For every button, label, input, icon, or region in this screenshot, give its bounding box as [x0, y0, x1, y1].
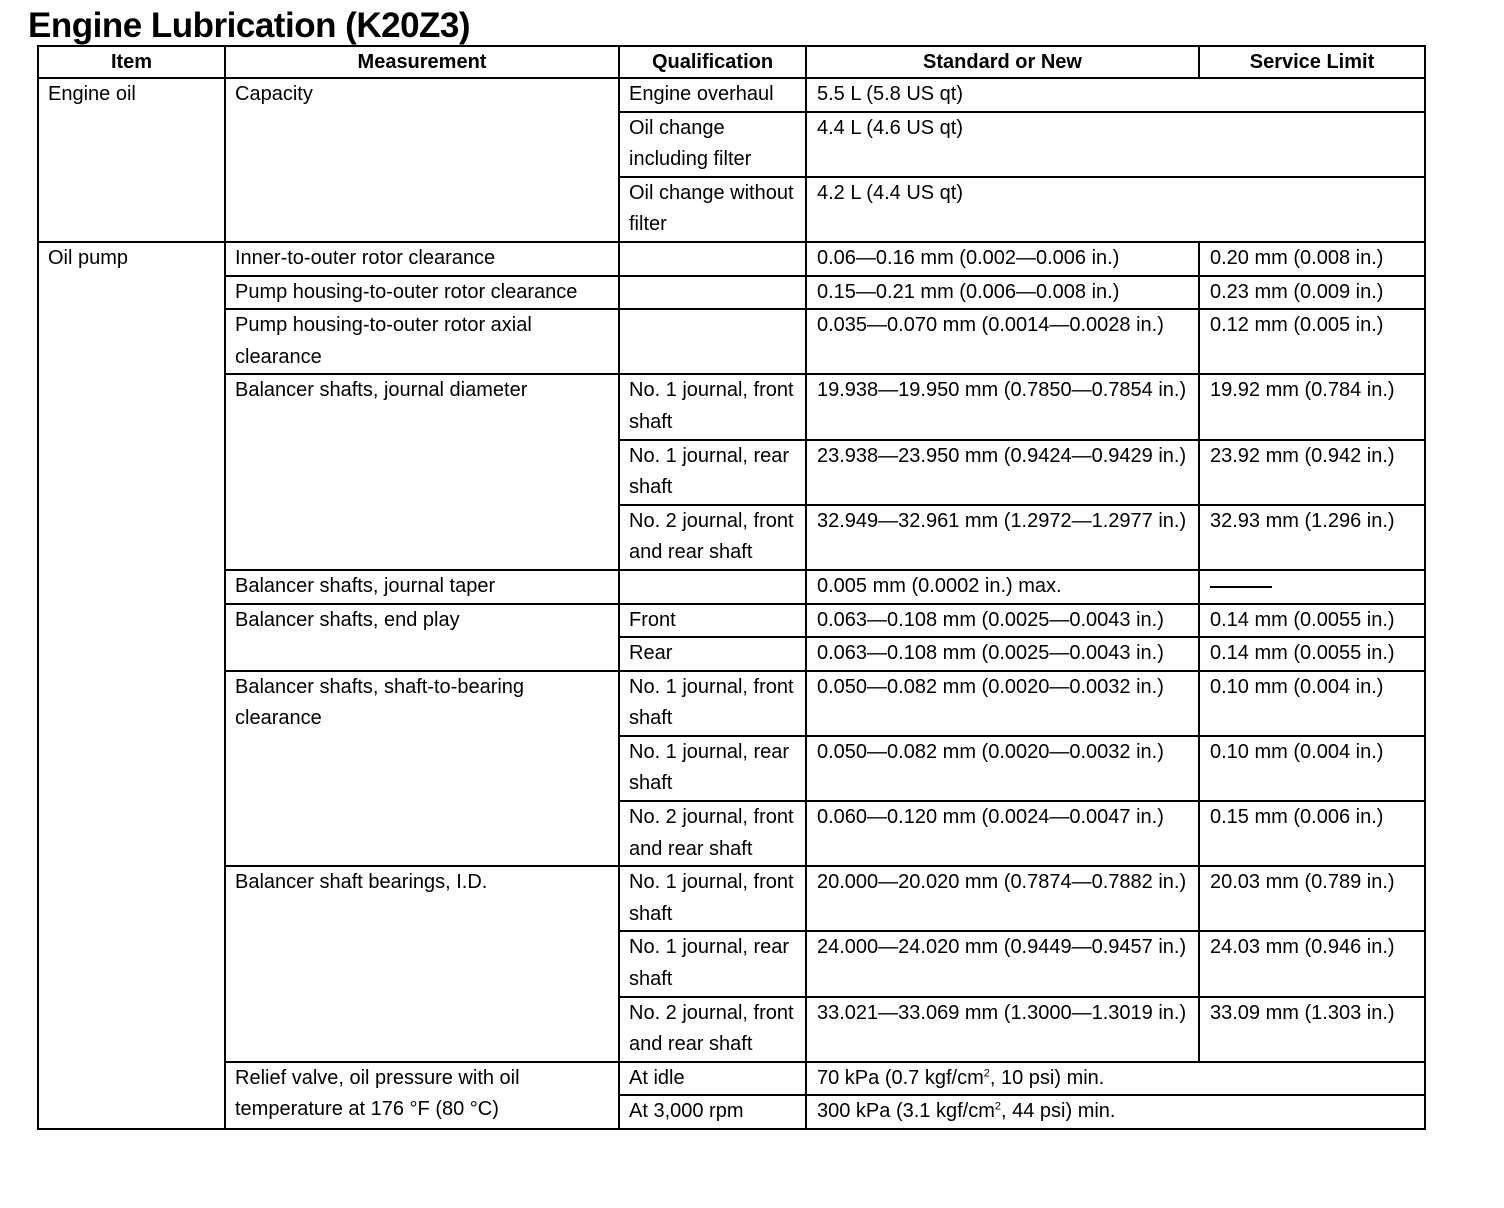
qual-at-3000: At 3,000 rpm: [619, 1095, 806, 1129]
table-row: [38, 374, 1425, 439]
qual-oil-change-without-filter: Oil change without filter: [619, 177, 806, 242]
limit-sb-no1-front: 0.10 mm (0.004 in.): [1199, 671, 1425, 736]
measurement-housing-axial: Pump housing-to-outer rotor axial clearance: [225, 309, 619, 374]
qual-oil-change-with-filter: Oil change including filter: [619, 112, 806, 177]
std-jd-no2: 32.949—32.961 mm (1.2972—1.2977 in.): [806, 505, 1199, 570]
header-row: [38, 46, 1425, 78]
header-service-limit: Service Limit: [1199, 46, 1425, 78]
limit-jd-no2: 32.93 mm (1.296 in.): [1199, 505, 1425, 570]
limit-housing-outer: 0.23 mm (0.009 in.): [1199, 276, 1425, 310]
limit-jd-no1-front: 19.92 mm (0.784 in.): [1199, 374, 1425, 439]
value-relief-3000: [806, 1095, 1425, 1129]
table-row: [38, 866, 1425, 931]
qual-empty: [619, 570, 806, 604]
measurement-housing-outer: Pump housing-to-outer rotor clearance: [225, 276, 619, 310]
std-housing-axial: 0.035—0.070 mm (0.0014—0.0028 in.): [806, 309, 1199, 374]
table-row: [38, 242, 1425, 276]
std-bid-no1-rear: 24.000—24.020 mm (0.9449—0.9457 in.): [806, 931, 1199, 996]
qual-empty: [619, 276, 806, 310]
table-row: [38, 1062, 1425, 1096]
std-bid-no2: 33.021—33.069 mm (1.3000—1.3019 in.): [806, 997, 1199, 1062]
header-standard: Standard or New: [806, 46, 1199, 78]
qual-no2-front-rear: No. 2 journal, front and rear shaft: [619, 505, 806, 570]
limit-end-front: 0.14 mm (0.0055 in.): [1199, 604, 1425, 638]
std-end-front: 0.063—0.108 mm (0.0025—0.0043 in.): [806, 604, 1199, 638]
header-qualification: Qualification: [619, 46, 806, 78]
header-item: Item: [38, 46, 225, 78]
qual-no1-front: No. 1 journal, front shaft: [619, 671, 806, 736]
spec-table: [37, 45, 1426, 1130]
qual-front: Front: [619, 604, 806, 638]
page-title: Engine Lubrication (K20Z3): [28, 6, 471, 45]
qual-empty: [619, 309, 806, 374]
superscript-squared: 2: [994, 1100, 1001, 1113]
limit-journal-taper: [1199, 570, 1425, 604]
qual-no1-rear: No. 1 journal, rear shaft: [619, 440, 806, 505]
limit-jd-no1-rear: 23.92 mm (0.942 in.): [1199, 440, 1425, 505]
table-row: [38, 671, 1425, 736]
std-sb-no2: 0.060—0.120 mm (0.0024—0.0047 in.): [806, 801, 1199, 866]
no-limit-dash: [1210, 586, 1272, 588]
value-relief-3000-main: 300 kPa (3.1 kgf/cm: [817, 1100, 995, 1123]
superscript-squared: 2: [983, 1067, 990, 1080]
value-relief-idle: [806, 1062, 1425, 1096]
qual-no2-front-rear: No. 2 journal, front and rear shaft: [619, 801, 806, 866]
std-jd-no1-front: 19.938—19.950 mm (0.7850—0.7854 in.): [806, 374, 1199, 439]
value-relief-idle-rest: , 10 psi) min.: [989, 1066, 1105, 1089]
value-capacity-overhaul: 5.5 L (5.8 US qt): [806, 78, 1425, 112]
value-relief-idle-main: 70 kPa (0.7 kgf/cm: [817, 1066, 984, 1089]
limit-sb-no2: 0.15 mm (0.006 in.): [1199, 801, 1425, 866]
qual-empty: [619, 242, 806, 276]
measurement-bearings-id: Balancer shaft bearings, I.D.: [225, 866, 619, 1062]
table-row: [38, 78, 1425, 112]
qual-no1-front: No. 1 journal, front shaft: [619, 374, 806, 439]
std-sb-no1-rear: 0.050—0.082 mm (0.0020—0.0032 in.): [806, 736, 1199, 801]
std-bid-no1-front: 20.000—20.020 mm (0.7874—0.7882 in.): [806, 866, 1199, 931]
std-end-rear: 0.063—0.108 mm (0.0025—0.0043 in.): [806, 637, 1199, 671]
measurement-shaft-bearing: Balancer shafts, shaft-to-bearing clearance: [225, 671, 619, 867]
qual-engine-overhaul: Engine overhaul: [619, 78, 806, 112]
std-sb-no1-front: 0.050—0.082 mm (0.0020—0.0032 in.): [806, 671, 1199, 736]
limit-bid-no1-rear: 24.03 mm (0.946 in.): [1199, 931, 1425, 996]
header-measurement: Measurement: [225, 46, 619, 78]
measurement-capacity: Capacity: [225, 78, 619, 242]
qual-no1-rear: No. 1 journal, rear shaft: [619, 736, 806, 801]
item-oil-pump: Oil pump: [38, 242, 225, 1129]
limit-sb-no1-rear: 0.10 mm (0.004 in.): [1199, 736, 1425, 801]
limit-housing-axial: 0.12 mm (0.005 in.): [1199, 309, 1425, 374]
value-relief-3000-rest: , 44 psi) min.: [1001, 1100, 1116, 1123]
qual-at-idle: At idle: [619, 1062, 806, 1096]
value-capacity-without-filter: 4.2 L (4.4 US qt): [806, 177, 1425, 242]
qual-no1-front: No. 1 journal, front shaft: [619, 866, 806, 931]
qual-no2-front-rear: No. 2 journal, front and rear shaft: [619, 997, 806, 1062]
limit-bid-no2: 33.09 mm (1.303 in.): [1199, 997, 1425, 1062]
table-row: [38, 276, 1425, 310]
table-row: [38, 570, 1425, 604]
table-row: [38, 309, 1425, 374]
qual-rear: Rear: [619, 637, 806, 671]
limit-bid-no1-front: 20.03 mm (0.789 in.): [1199, 866, 1425, 931]
measurement-journal-diameter: Balancer shafts, journal diameter: [225, 374, 619, 570]
std-journal-taper: 0.005 mm (0.0002 in.) max.: [806, 570, 1199, 604]
qual-no1-rear: No. 1 journal, rear shaft: [619, 931, 806, 996]
value-capacity-with-filter: 4.4 L (4.6 US qt): [806, 112, 1425, 177]
measurement-end-play: Balancer shafts, end play: [225, 604, 619, 671]
limit-inner-outer: 0.20 mm (0.008 in.): [1199, 242, 1425, 276]
measurement-relief-valve: Relief valve, oil pressure with oil temperature at 176 °F (80 °C): [225, 1062, 619, 1129]
std-housing-outer: 0.15—0.21 mm (0.006—0.008 in.): [806, 276, 1199, 310]
table-row: [38, 604, 1425, 638]
item-engine-oil: Engine oil: [38, 78, 225, 242]
limit-end-rear: 0.14 mm (0.0055 in.): [1199, 637, 1425, 671]
measurement-journal-taper: Balancer shafts, journal taper: [225, 570, 619, 604]
measurement-inner-outer: Inner-to-outer rotor clearance: [225, 242, 619, 276]
std-jd-no1-rear: 23.938—23.950 mm (0.9424—0.9429 in.): [806, 440, 1199, 505]
std-inner-outer: 0.06—0.16 mm (0.002—0.006 in.): [806, 242, 1199, 276]
